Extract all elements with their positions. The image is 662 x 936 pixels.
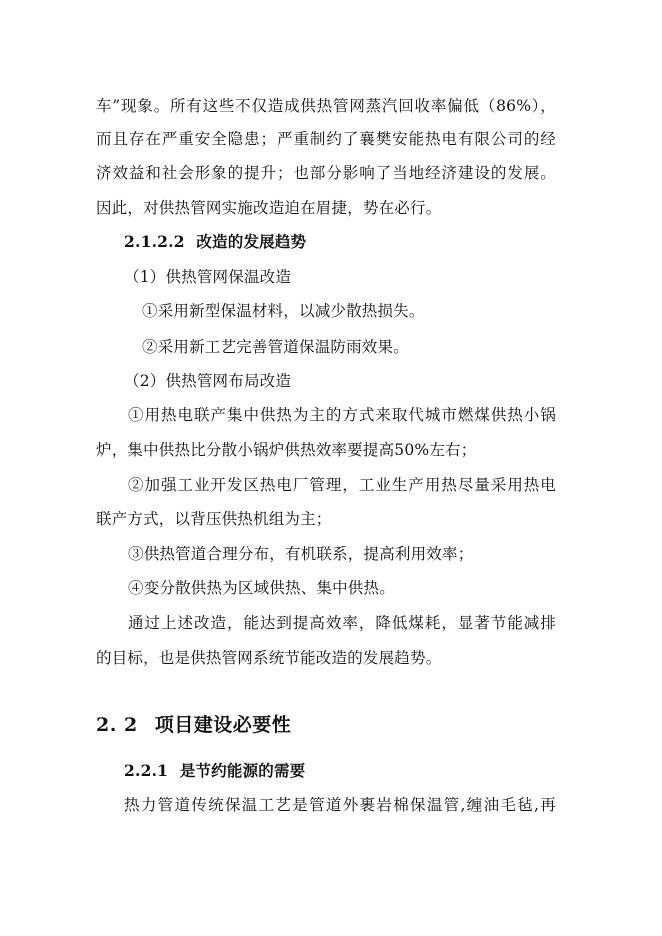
list-item: ③供热管道合理分布，有机联系，提高利用效率；	[128, 545, 474, 563]
list-item: ①用热电联产集中供热为主的方式来取代城市燃煤供热小锅	[128, 406, 556, 424]
section-number: 2.1.2.2	[124, 232, 185, 251]
paragraph-line: 车”现象。所有这些不仅造成供热管网蒸汽回收率偏低（86%），	[96, 97, 556, 115]
list-item: ①采用新型保温材料，以减少散热损失。	[142, 302, 425, 320]
list-item: ④变分散供热为区域供热、集中供热。	[128, 579, 395, 597]
list-heading: （1）供热管网保温改造	[124, 268, 292, 286]
section-number: 2.2.1	[124, 761, 169, 780]
section-heading-2-2	[96, 715, 291, 735]
list-item-continuation: 联产方式，以背压供热机组为主；	[96, 510, 332, 528]
list-item-continuation: 炉，集中供热比分散小锅炉供热效率要提高50%左右；	[96, 441, 477, 459]
section-number: 2. 2	[96, 714, 138, 736]
paragraph-line: 因此，对供热管网实施改造迫在眉捷，势在必行。	[96, 199, 442, 217]
section-title: 项目建设必要性	[154, 714, 292, 736]
list-heading: （2）供热管网布局改造	[124, 372, 292, 390]
paragraph-line: 通过上述改造，能达到提高效率，降低煤耗，显著节能减排	[128, 614, 556, 632]
paragraph-line: 的目标，也是供热管网系统节能改造的发展趋势。	[96, 649, 442, 667]
paragraph-line: 而且存在严重安全隐患；严重制约了襄樊安能热电有限公司的经	[96, 130, 556, 148]
paragraph-line: 热力管道传统保温工艺是管道外裹岩棉保温管,缠油毛毡,再	[124, 796, 556, 814]
list-item: ②加强工业开发区热电厂管理，工业生产用热尽量采用热电	[128, 476, 556, 494]
paragraph-line: 济效益和社会形象的提升；也部分影响了当地经济建设的发展。	[96, 164, 556, 182]
section-title: 改造的发展趋势	[196, 232, 307, 251]
section-heading-2-2-1	[124, 761, 305, 781]
list-item: ②采用新工艺完善管道保温防雨效果。	[142, 338, 409, 356]
section-heading-2-1-2-2	[124, 232, 306, 252]
section-title: 是节约能源的需要	[179, 761, 306, 780]
